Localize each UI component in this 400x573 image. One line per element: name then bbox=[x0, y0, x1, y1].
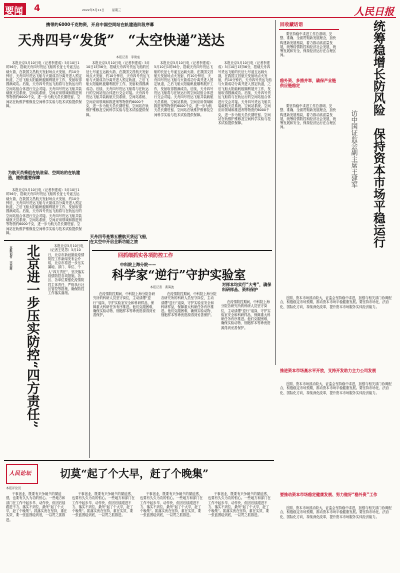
section-title: 要闻 bbox=[5, 7, 24, 17]
right-banner-body: 近期，资本市场波动较大，证监会坚持稳中求进，加强与相关部门协调配合，积极稳定市场预期，推动资本市场平稳健康发展。要坚持市场化、法治化、国际化方向，持续深化改革，提升资本市场服务实体经济能力。 bbox=[280, 296, 392, 309]
right-top-sub: 稳外资、多措并举，确保产业链供应链稳定 bbox=[280, 78, 336, 88]
commentary-body-col1: 干事创业，既要有只争朝夕的紧迫感，也要有久久为功的恒心。一些地方和部门在工作中起步早、动作快，但因后续跟进不力、落实不到位，最终“起了个大早，赶了个晚集”。抓落实贵在坚持，重在实效，要一张蓝图绘到底，一以贯之抓推进。 bbox=[6, 492, 68, 522]
lead-headline: 天舟四号“发货” “太空快递”送达 bbox=[18, 33, 225, 49]
right-bottom-body-a: 近期，资本市场波动较大，证监会坚持稳中求进，加强与相关部门协调配合，积极稳定市场预期，推动资本市场平稳健康发展。要坚持市场化、法治化、国际化方向，持续深化改革，提升资本市场服务实体经济能力。 bbox=[280, 382, 392, 395]
lead-body-col2: 本报北京5月10日电（记者李建成）5月10日1时56分，搭载天舟四号货运飞船的长征七号遥五运载火箭，在我国文昌航天发射场点火发射，约10分钟后，天舟四号货运飞船与火箭成功分离并进入预定轨道，之后飞船太阳能帆板顺利展开工作，发射取得圆满成功。后续，天舟四号货运飞船将与在轨运行的空间站组合体进行交会对接。天舟四号货运飞船共装载航天员系统、空间站系统、空间应用领域和推进剂等物资约6000千克，进一步为航天员长期驻留、空间站在轨维护维修及空间科学实验与技术试验提供保障。 bbox=[86, 61, 150, 117]
middle-subhead: 对样本均实行“大考”，确保科研样品、资料保护 bbox=[222, 282, 272, 292]
middle-body-col2: 在疫情防控期间，中科院上海分院各研究所的科研人员坚守岗位，主动请缨“逆行”返岗，守护实验室安全和科研样品，保障重大科研任务有序推进。他们克服困难，确保实验动物、细胞样本等珍贵资源得到妥善保护。 bbox=[161, 292, 217, 318]
left-body: 本报北京5月10日电（记者王昊男）5月10日，北京市新冠肺炎疫情防控工作新闻发布会介绍，北京市将进一步压实属地、部门、单位、个人“四方责任”，坚决落实疫情防控各项措施。各区、各单位要强化疫情防控主体责任，严格执行社区管控等措施，确保防控工作落实落细。 bbox=[48, 244, 85, 296]
lead-highlight: 为航天员乘组在轨驻留、空间站的在轨建造，提供重要保障 bbox=[8, 170, 80, 180]
masthead bbox=[4, 3, 396, 17]
right-top-tag: 回收藏话语 bbox=[280, 23, 303, 28]
right-top-body-a: 要坚持稳中求进工作总基调，完整、准确、全面贯彻新发展理念，加快构建新发展格局，着力推动高质量发展，统筹疫情防控和经济社会发展，统筹发展和安全，保持经济运行在合理区间。 bbox=[280, 32, 337, 58]
middle-headline: 科学家“逆行”守护实验室 bbox=[112, 268, 246, 282]
right-banner-title: 统筹稳增长防风险 保持资本市场平稳运行 bbox=[372, 20, 386, 248]
lead-kicker: 携带约6000千克物资，开启中国空间站在轨建造阶段序幕 bbox=[46, 22, 154, 27]
middle-body-col3: 在疫情防控期间，中科院上海分院各研究所的科研人员坚守岗位，主动请缨“逆行”返岗，守护实验室安全和科研样品，保障重大科研任务有序推进。他们克服困难，确保实验动物、细胞样本等珍贵资源得到妥善保护。 bbox=[221, 300, 271, 330]
middle-body-col1: 在疫情防控期间，中科院上海分院各研究所的科研人员坚守岗位，主动请缨“逆行”返岗，守护实验室安全和科研样品，保障重大科研任务有序推进。他们克服困难，确保实验动物、细胞样本等珍贵资源得到妥善保护。 bbox=[93, 292, 156, 318]
lead-highlight-2: 天舟四号是第五艘航天货运飞船，在太空中开启全新功能之旅 bbox=[90, 234, 150, 244]
commentary-column-name: 人民论坛 bbox=[9, 471, 32, 477]
middle-tag: 回抓细抓实各项防控工作 bbox=[118, 253, 174, 259]
commentary-body-col3: 干事创业，既要有只争朝夕的紧迫感，也要有久久为功的恒心。一些地方和部门在工作中起步早、动作快，但因后续跟进不力、落实不到位，最终“起了个大早，赶了个晚集”。抓落实贵在坚持，重在实效，要一张蓝图绘到底，一以贯之抓推进。 bbox=[140, 492, 203, 518]
lead-body-col1: 本报北京5月10日电（记者李建成）5月10日1时56分，搭载天舟四号货运飞船的长征七号遥五运载火箭，在我国文昌航天发射场点火发射，约10分钟后，天舟四号货运飞船与火箭成功分离并进入预定轨道，之后飞船太阳能帆板顺利展开工作，发射取得圆满成功。后续，天舟四号货运飞船将与在轨运行的空间站组合体进行交会对接。天舟四号货运飞船共装载航天员系统、空间站系统、空间应用领域和推进剂等物资约6000千克，进一步为航天员长期驻留、空间站在轨维护维修及空间科学实验与技术试验提供保障。 bbox=[6, 61, 82, 108]
middle-byline: 本报记者 黄海波 bbox=[150, 285, 175, 289]
right-top-body-b: 要坚持稳中求进工作总基调，完整、准确、全面贯彻新发展理念，加快构建新发展格局，着力推动高质量发展，统筹疫情防控和经济社会发展，统筹发展和安全，保持经济运行在合理区间。 bbox=[280, 104, 337, 130]
left-byline: 本报记者 王昊男 bbox=[9, 246, 13, 270]
middle-kicker: 中科院上海分院—— bbox=[120, 262, 156, 267]
commentary-body-col4: 干事创业，既要有只争朝夕的紧迫感，也要有久久为功的恒心。一些地方和部门在工作中起步早、动作快，但因后续跟进不力、落实不到位，最终“起了个大早，赶了个晚集”。抓落实贵在坚持，重在实效，要一张蓝图绘到底，一以贯之抓推进。 bbox=[208, 492, 271, 518]
right-bottom-sub: 推进资本市场高水平开放，支持开发助力主力公司发展 bbox=[280, 368, 376, 373]
commentary-byline: 本报评论员 bbox=[6, 486, 22, 490]
lead-body-col3: 本报北京5月10日电（记者李建成）5月10日1时56分，搭载天舟四号货运飞船的长征七号遥五运载火箭，在我国文昌航天发射场点火发射，约10分钟后，天舟四号货运飞船与火箭成功分离并进入预定轨道，之后飞船太阳能帆板顺利展开工作，发射取得圆满成功。后续，天舟四号货运飞船将与在轨运行的空间站组合体进行交会对接。天舟四号货运飞船共装载航天员系统、空间站系统、空间应用领域和推进剂等物资约6000千克，进一步为航天员长期驻留、空间站在轨维护维修及空间科学实验与技术试验提供保障。 bbox=[154, 61, 214, 117]
lead-body-col1b: 本报北京5月10日电（记者李建成）5月10日1时56分，搭载天舟四号货运飞船的长征七号遥五运载火箭，在我国文昌航天发射场点火发射，约10分钟后，天舟四号货运飞船与火箭成功分离并进入预定轨道，之后飞船太阳能帆板顺利展开工作，发射取得圆满成功。后续，天舟四号货运飞船将与在轨运行的空间站组合体进行交会对接。天舟四号货运飞船共装载航天员系统、空间站系统、空间应用领域和推进剂等物资约6000千克，进一步为航天员长期驻留、空间站在轨维护维修及空间科学实验与技术试验提供保障。 bbox=[6, 188, 82, 235]
newspaper-logo: 人民日报 bbox=[354, 7, 394, 18]
right-bottom-body-b: 近期，资本市场波动较大，证监会坚持稳中求进，加强与相关部门协调配合，积极稳定市场预期，推动资本市场平稳健康发展。要坚持市场化、法治化、国际化方向，持续深化改革，提升资本市场服务实体经济能力。 bbox=[280, 506, 392, 519]
lead-byline: 本报记者 李建成 bbox=[116, 55, 141, 59]
right-bottom-sub2: 要推动资本市场稳定健康发展、努力做好“稳外资”工作 bbox=[280, 492, 378, 497]
lead-body-col4: 本报北京5月10日电（记者李建成）5月10日1时56分，搭载天舟四号货运飞船的长征七号遥五运载火箭，在我国文昌航天发射场点火发射，约10分钟后，天舟四号货运飞船与火箭成功分离并进入预定轨道，之后飞船太阳能帆板顺利展开工作，发射取得圆满成功。后续，天舟四号货运飞船将与在轨运行的空间站组合体进行交会对接。天舟四号货运飞船共装载航天员系统、空间站系统、空间应用领域和推进剂等物资约6000千克，进一步为航天员长期驻留、空间站在轨维护维修及空间科学实验与技术试验提供保障。 bbox=[218, 61, 272, 126]
commentary-logo bbox=[6, 464, 38, 484]
right-banner-subtitle: 访中国证监会副主席王建军 bbox=[350, 110, 358, 188]
issue-weekday: 星期三 bbox=[112, 8, 122, 12]
commentary-headline: 切莫“起了个大早，赶了个晚集” bbox=[60, 468, 209, 480]
left-headline: 北京进一步压实防控“四方责任” bbox=[24, 244, 39, 428]
page-number: 4 bbox=[34, 4, 41, 14]
commentary-body-col2: 干事创业，既要有只争朝夕的紧迫感，也要有久久为功的恒心。一些地方和部门在工作中起步早、动作快，但因后续跟进不力、落实不到位，最终“起了个大早，赶了个晚集”。抓落实贵在坚持，重在实效，要一张蓝图绘到底，一以贯之抓推进。 bbox=[72, 492, 135, 518]
issue-date: 2022年5月11日 bbox=[82, 8, 105, 12]
